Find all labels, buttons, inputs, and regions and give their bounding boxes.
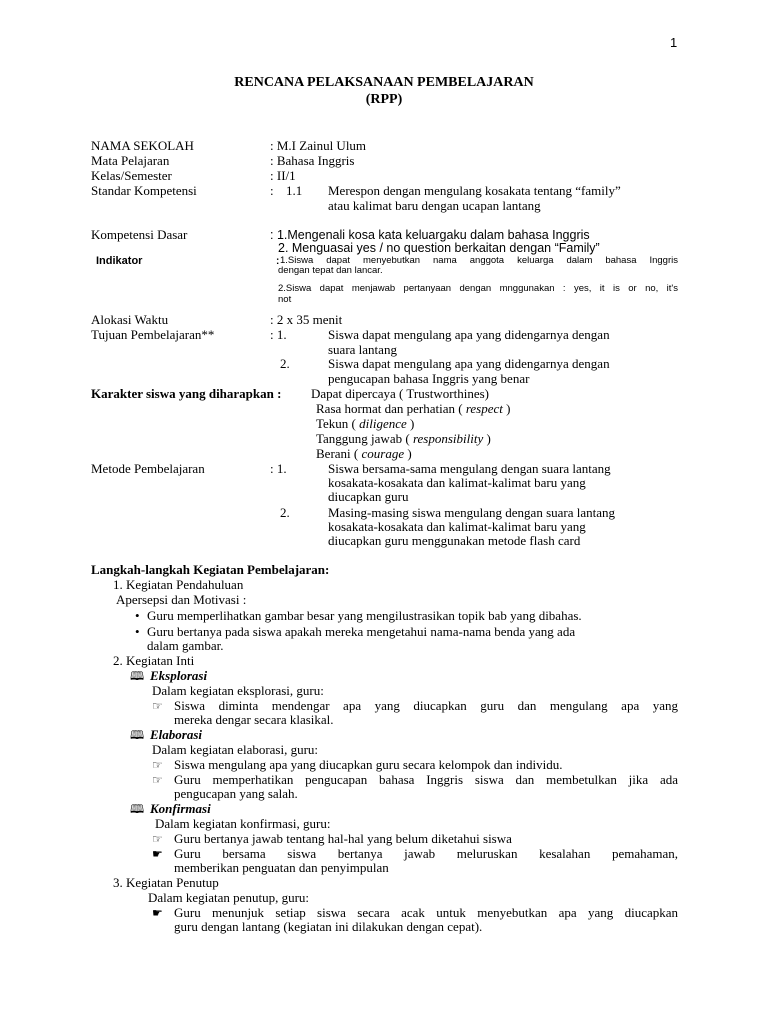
label-tujuan-pembelajaran: Tujuan Pembelajaran** <box>91 327 215 342</box>
sk-colon: : <box>270 183 274 198</box>
label-nama-sekolah: NAMA SEKOLAH <box>91 138 194 153</box>
eksplorasi-title: Eksplorasi <box>150 668 208 683</box>
konfirmasi-point-2-line2: memberikan penguatan dan penyimpulan <box>174 860 389 875</box>
label-kelas-semester: Kelas/Semester <box>91 168 172 183</box>
konfirmasi-point-1: Guru bertanya jawab tentang hal-hal yang belum diketahui siswa <box>174 831 512 846</box>
penutup-point-1-line1: Guru menunjuk setiap siswa secara acak untuk menyebutkan apa yang diucapkan <box>174 905 678 920</box>
elaborasi-point-2-line2: pengucapan yang salah. <box>174 786 298 801</box>
sk-number: 1.1 <box>286 183 303 198</box>
sk-text-line1: Merespon dengan mengulang kosakata tentang “family” <box>328 183 621 198</box>
pendahuluan-bullet-2-line1: Guru bertanya pada siswa apakah mereka mengetahui nama-nama benda yang ada <box>147 624 576 639</box>
karakter-item-english: diligence <box>359 416 407 431</box>
elaborasi-point-1: Siswa mengulang apa yang diucapkan guru secara kelompok dan individu. <box>174 757 563 772</box>
book-icon: 🕮 <box>130 802 145 816</box>
metode-2-line: diucapkan guru menggunakan metode flash card <box>328 533 581 548</box>
label-karakter: Karakter siswa yang diharapkan : <box>91 386 282 401</box>
page-number: 1 <box>670 35 678 50</box>
tujuan-1-line1: Siswa dapat mengulang apa yang didengarnya dengan <box>328 327 610 342</box>
value-alokasi-waktu: : 2 x 35 menit <box>270 312 343 327</box>
metode-2-line: kosakata-kosakata dan kalimat-kalimat baru yang <box>328 519 586 534</box>
indikator-1-line1: 1.Siswa dapat menyebutkan nama anggota keluarga dalam bahasa Inggris <box>280 255 678 266</box>
konfirmasi-title: Konfirmasi <box>150 801 211 816</box>
karakter-item-close: ) <box>483 431 491 446</box>
kd-line1: : 1.Mengenali kosa kata keluargaku dalam bahasa Inggris <box>270 228 590 242</box>
karakter-item-close: ) <box>406 416 415 431</box>
sk-text-line2: atau kalimat baru dengan ucapan lantang <box>328 198 541 213</box>
pointing-hand-icon: ☛ <box>152 906 163 920</box>
karakter-item-text: Tanggung jawab ( <box>316 431 413 446</box>
karakter-item-text: Dapat dipercaya ( Trustworthines) <box>311 386 489 401</box>
karakter-item-english: responsibility <box>412 431 484 446</box>
value-kelas-semester: : II/1 <box>270 168 296 183</box>
label-mata-pelajaran: Mata Pelajaran <box>91 153 170 168</box>
metode-num1: : 1. <box>270 461 287 476</box>
penutup-intro: Dalam kegiatan penutup, guru: <box>148 890 310 905</box>
pendahuluan-title: 1. Kegiatan Pendahuluan <box>113 577 244 592</box>
pointing-hand-icon: ☞ <box>152 758 163 772</box>
value-mata-pelajaran: : Bahasa Inggris <box>270 153 355 168</box>
tujuan-num1: : 1. <box>270 327 287 342</box>
penutup-point-1-line2: guru dengan lantang (kegiatan ini dilakukan dengan cepat). <box>174 919 483 934</box>
karakter-item <box>316 447 412 461</box>
pendahuluan-bullet-2-line2: dalam gambar. <box>147 638 224 653</box>
metode-1-line: Siswa bersama-sama mengulang dengan suara lantang <box>328 461 611 476</box>
indikator-1-line2: dengan tepat dan lancar. <box>278 265 383 276</box>
book-icon: 🕮 <box>130 669 145 683</box>
karakter-item <box>311 387 489 401</box>
karakter-item-english: respect <box>465 401 503 416</box>
eksplorasi-intro: Dalam kegiatan eksplorasi, guru: <box>152 683 324 698</box>
label-alokasi-waktu: Alokasi Waktu <box>91 312 169 327</box>
metode-num2: 2. <box>280 505 290 520</box>
tujuan-num2: 2. <box>280 356 290 371</box>
label-metode: Metode Pembelajaran <box>91 461 205 476</box>
karakter-item-text: Rasa hormat dan perhatian ( <box>316 401 466 416</box>
tujuan-2-line2: pengucapan bahasa Inggris yang benar <box>328 371 530 386</box>
karakter-item <box>316 402 510 416</box>
pointing-hand-icon: ☞ <box>152 773 163 787</box>
indikator-2-line1: 2.Siswa dapat menjawab pertanyaan dengan mnggunakan : yes, it is or no, it's <box>278 283 678 294</box>
pendahuluan-subtitle: Apersepsi dan Motivasi : <box>116 592 247 607</box>
tujuan-2-line1: Siswa dapat mengulang apa yang didengarnya dengan <box>328 356 610 371</box>
metode-2-line: Masing-masing siswa mengulang dengan suara lantang <box>328 505 616 520</box>
page-subtitle: (RPP) <box>365 92 403 107</box>
value-nama-sekolah: : M.I Zainul Ulum <box>270 138 367 153</box>
karakter-item-close: ) <box>404 446 412 461</box>
label-indikator: Indikator <box>96 255 143 267</box>
pointing-hand-icon: ☞ <box>152 832 163 846</box>
elaborasi-intro: Dalam kegiatan elaborasi, guru: <box>152 742 319 757</box>
kd-line2: 2. Menguasai yes / no question berkaitan dengan “Family” <box>278 241 600 255</box>
penutup-title: 3. Kegiatan Penutup <box>113 875 219 890</box>
karakter-item-text: Berani ( <box>316 446 362 461</box>
book-icon: 🕮 <box>130 728 145 742</box>
karakter-item <box>316 417 414 431</box>
langkah-heading: Langkah-langkah Kegiatan Pembelajaran: <box>91 562 330 577</box>
label-kompetensi-dasar: Kompetensi Dasar <box>91 227 188 242</box>
pointing-hand-icon: ☛ <box>152 847 163 861</box>
indikator-colon: : <box>276 256 280 267</box>
konfirmasi-point-2-line1: Guru bersama siswa bertanya jawab meluruskan kesalahan pemahaman, <box>174 846 678 861</box>
elaborasi-point-2-line1: Guru memperhatikan pengucapan bahasa Inggris siswa dan membetulkan jika ada <box>174 772 678 787</box>
eksplorasi-point-1-line1: Siswa diminta mendengar apa yang diucapkan guru dan mengulang apa yang <box>174 698 678 713</box>
indikator-2-line2: not <box>278 294 292 305</box>
eksplorasi-point-1-line2: mereka dengar secara klasikal. <box>174 712 334 727</box>
karakter-item-english: courage <box>361 446 405 461</box>
page-title: RENCANA PELAKSANAAN PEMBELAJARAN <box>234 75 534 90</box>
elaborasi-title: Elaborasi <box>150 727 203 742</box>
karakter-item-close: ) <box>502 401 511 416</box>
inti-title: 2. Kegiatan Inti <box>113 653 195 668</box>
karakter-item-text: Tekun ( <box>316 416 360 431</box>
konfirmasi-intro: Dalam kegiatan konfirmasi, guru: <box>155 816 331 831</box>
pendahuluan-bullet-1: Guru memperlihatkan gambar besar yang mengilustrasikan topik bab yang dibahas. <box>147 608 582 623</box>
pointing-hand-icon: ☞ <box>152 699 163 713</box>
bullet-dot-icon: • <box>135 608 140 623</box>
karakter-item <box>316 432 491 446</box>
tujuan-1-line2: suara lantang <box>328 342 397 357</box>
metode-1-line: diucapkan guru <box>328 489 409 504</box>
label-standar-kompetensi: Standar Kompetensi <box>91 183 197 198</box>
metode-1-line: kosakata-kosakata dan kalimat-kalimat baru yang <box>328 475 586 490</box>
bullet-dot-icon: • <box>135 624 140 639</box>
